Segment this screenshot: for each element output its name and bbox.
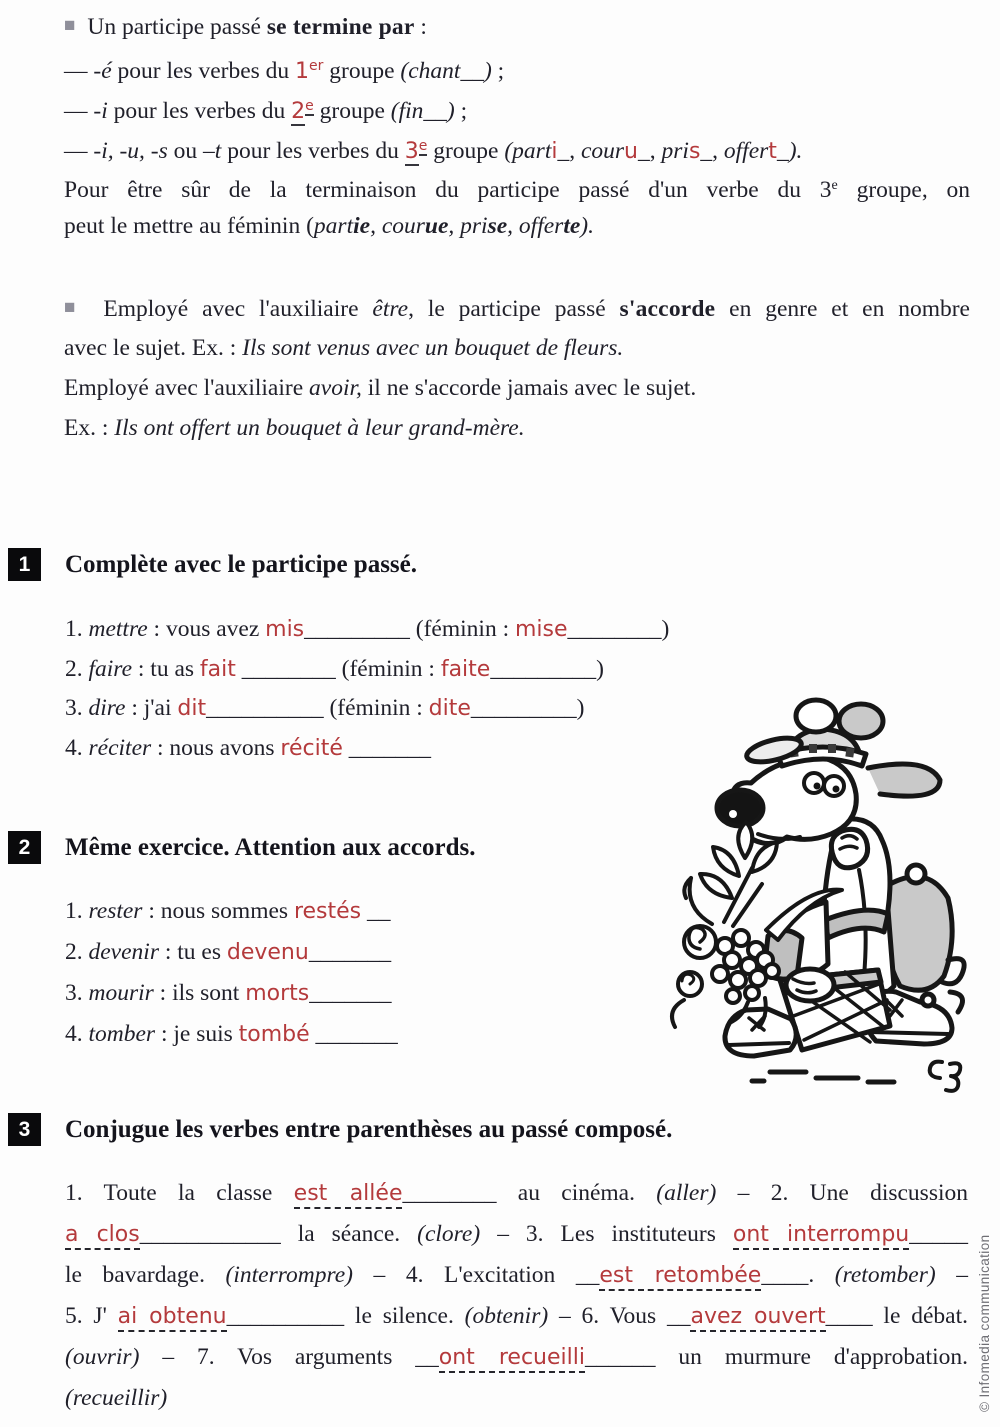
text-segment: en genre et en nombre: [715, 296, 970, 322]
text-line: [65, 1214, 968, 1255]
text-segment: se termine par: [266, 14, 415, 40]
text-segment: : je suis: [155, 1021, 239, 1047]
text-segment: : tu es: [158, 939, 227, 965]
text-segment: Employé avec l'auxiliaire: [64, 375, 310, 401]
text-segment: : j'ai: [125, 695, 178, 721]
text-segment: groupe: [323, 58, 401, 84]
text-segment: ____.: [761, 1262, 835, 1288]
text-segment: au cinéma.: [496, 1180, 657, 1206]
text-segment: u: [624, 139, 638, 164]
text-segment: __________: [206, 695, 330, 721]
text-segment: _,: [557, 138, 581, 164]
text-line: [65, 973, 398, 1014]
text-segment: _______: [342, 734, 431, 761]
exercise-title: Conjugue les verbes entre parenthèses au passé composé.: [65, 1116, 673, 1143]
text-segment: 2.: [65, 939, 89, 965]
text-segment: pri: [460, 213, 488, 239]
text-segment: er: [309, 58, 324, 74]
text-segment: dite: [428, 696, 471, 721]
text-segment: ____________: [139, 1221, 281, 1247]
text-segment: rester: [88, 898, 143, 924]
text-segment: ;: [454, 98, 468, 124]
text-segment: a clos: [65, 1222, 140, 1250]
dog-ear-right: [839, 704, 883, 738]
exercise-items: [65, 891, 398, 1055]
text-segment: tombé: [238, 1022, 310, 1047]
text-line: [64, 126, 970, 166]
text-segment: __: [415, 1344, 439, 1370]
text-segment: ai obtenu: [118, 1304, 227, 1332]
exercise-number-badge: 2: [8, 831, 41, 864]
text-segment: ,: [448, 213, 461, 239]
text-segment: _______: [309, 980, 392, 1006]
text-segment: – 4. L'excitation: [353, 1262, 576, 1288]
exercise-number-badge: 1: [8, 548, 41, 581]
text-segment: Ils sont venus avec un bouquet de fleurs.: [242, 335, 624, 361]
text-segment: 1. Toute la classe: [65, 1180, 294, 1206]
text-segment: Pour être sûr de la terminaison du participe passé d'un verbe du 3: [64, 177, 832, 203]
text-segment: Employé avec l'auxiliaire: [89, 296, 373, 322]
text-segment: __________: [226, 1303, 345, 1329]
text-segment: ________): [567, 616, 670, 642]
text-line: [64, 166, 970, 206]
text-segment: __: [460, 58, 484, 84]
exercise-title: Complète avec le participe passé.: [65, 551, 418, 578]
text-line: [65, 689, 669, 729]
text-segment: (féminin :: [329, 695, 429, 721]
text-segment: —: [64, 58, 94, 84]
text-segment: 2.: [65, 655, 89, 682]
text-segment: –t: [203, 138, 222, 164]
text-segment: _________: [304, 616, 416, 642]
text-segment: _______: [308, 939, 392, 965]
text-segment: __: [423, 98, 447, 124]
text-segment: Un participe passé: [81, 14, 267, 40]
ground-lines: [752, 1072, 894, 1082]
text-segment: -i: [93, 98, 108, 124]
text-segment: cour: [580, 138, 625, 164]
text-segment: ____: [825, 1303, 873, 1329]
text-line: [65, 610, 669, 650]
text-segment: te: [563, 213, 581, 239]
text-segment: – 3. Les instituteurs: [480, 1221, 733, 1247]
text-line: [65, 932, 398, 973]
text-segment: mis: [265, 617, 305, 642]
text-segment: avec le sujet. Ex. :: [64, 335, 243, 361]
text-segment: pour les verbes du: [107, 98, 292, 124]
text-segment: 1: [295, 59, 310, 84]
text-segment: dit: [177, 696, 207, 721]
text-segment: mettre: [88, 616, 148, 642]
text-segment: la séance.: [280, 1221, 418, 1247]
rule-paragraph-agreement: [64, 288, 970, 448]
text-segment: t: [768, 139, 777, 164]
text-segment: _,: [638, 138, 662, 164]
text-segment: _______: [309, 1021, 398, 1047]
text-segment: : tu as: [132, 655, 200, 682]
text-segment: 2: [291, 99, 306, 124]
text-segment: (recueillir): [65, 1385, 168, 1411]
text-segment: offer: [723, 138, 769, 164]
text-segment: – 6. Vous: [548, 1303, 667, 1329]
text-segment: ■: [64, 297, 84, 318]
text-segment: groupe: [427, 138, 505, 164]
text-segment: (obtenir): [464, 1303, 549, 1329]
text-line: [65, 1255, 968, 1296]
text-segment: 4.: [65, 734, 89, 761]
text-segment: (retomber): [834, 1262, 936, 1288]
text-segment: mise: [514, 617, 568, 642]
text-line: [65, 729, 669, 769]
text-segment: se: [487, 213, 508, 239]
text-segment: (fin: [390, 98, 424, 124]
text-line: [65, 891, 398, 932]
text-segment: (aller): [656, 1180, 717, 1206]
exercise-number-badge: 3: [8, 1113, 41, 1146]
text-segment: part: [313, 213, 354, 239]
text-line: [65, 1014, 398, 1055]
text-segment: dire: [88, 695, 126, 721]
text-segment: faite: [440, 656, 491, 682]
text-segment: être: [372, 296, 409, 322]
text-segment: est retombée: [599, 1263, 761, 1291]
text-segment: s'accorde: [619, 296, 716, 322]
text-line: [64, 328, 970, 368]
text-segment: ).: [788, 138, 803, 164]
dog-hand-bouquet: [786, 969, 834, 1001]
text-segment: , le participe passé: [408, 296, 620, 322]
text-segment: groupe, on: [837, 177, 970, 203]
text-line: [64, 86, 970, 126]
text-segment: cour: [381, 213, 425, 239]
text-segment: le bavardage.: [65, 1262, 226, 1288]
text-segment: – 7. Vos arguments: [139, 1344, 416, 1370]
dog-hand-chin: [831, 829, 867, 868]
text-segment: :: [414, 14, 427, 40]
text-segment: -i, -u, -s: [93, 138, 168, 164]
text-segment: 3.: [65, 980, 89, 1006]
text-segment: ue: [424, 213, 449, 239]
dog-ear-left: [796, 700, 836, 732]
text-segment: (féminin :: [341, 655, 441, 682]
text-segment: ______: [584, 1344, 656, 1370]
text-segment: ou: [167, 138, 204, 164]
text-line: [64, 288, 970, 328]
text-segment: récité: [280, 735, 343, 761]
text-line: [64, 408, 970, 448]
text-segment: ont recueilli: [439, 1345, 585, 1373]
text-segment: (part: [504, 138, 552, 164]
text-segment: ont interrompu: [733, 1222, 909, 1250]
text-segment: _: [776, 138, 789, 164]
exercise-items: [65, 1173, 968, 1419]
dog-eyes: [804, 773, 844, 796]
text-segment: —: [64, 98, 94, 124]
exercise-title: Même exercice. Attention aux accords.: [65, 834, 476, 861]
text-segment: le débat.: [872, 1303, 968, 1329]
text-segment: ): [483, 58, 492, 84]
text-segment: ________: [235, 655, 342, 682]
text-segment: (ouvrir): [65, 1344, 140, 1370]
cartoon-dog-illustration: [628, 688, 1000, 1100]
text-segment: il ne s'accorde jamais avec le sujet.: [361, 375, 697, 401]
text-segment: ;: [491, 58, 505, 84]
text-segment: e: [831, 178, 838, 193]
text-segment: restés: [293, 899, 362, 924]
text-line: [64, 206, 970, 246]
text-segment: __: [361, 898, 391, 924]
text-segment: 3.: [65, 695, 89, 721]
text-segment: __: [575, 1262, 600, 1288]
text-segment: __: [666, 1303, 691, 1329]
exercise-items: [65, 610, 669, 768]
text-segment: mourir: [88, 980, 154, 1006]
text-segment: _,: [700, 138, 724, 164]
text-segment: -é: [93, 58, 112, 84]
text-segment: 1.: [65, 616, 89, 642]
text-segment: : nous sommes: [142, 898, 294, 924]
text-segment: devenu: [226, 940, 309, 965]
text-segment: _____: [909, 1221, 968, 1247]
text-segment: ■: [64, 15, 76, 36]
text-segment: ): [446, 98, 455, 124]
text-segment: –: [935, 1262, 969, 1288]
artist-signature: [930, 1062, 961, 1091]
text-segment: : nous avons: [151, 734, 281, 761]
text-line: [65, 1378, 968, 1419]
text-segment: (interrompre): [225, 1262, 353, 1288]
text-segment: _________): [490, 655, 604, 682]
text-line: [65, 1337, 968, 1378]
text-segment: fait: [199, 656, 236, 682]
text-segment: tomber: [88, 1021, 156, 1047]
text-segment: un murmure d'approbation.: [655, 1344, 968, 1370]
text-segment: ,: [507, 213, 519, 239]
text-segment: (féminin :: [415, 616, 515, 642]
text-line: [65, 650, 669, 690]
text-segment: : vous avez: [147, 616, 266, 642]
dog-ear-flap: [868, 764, 940, 796]
text-segment: groupe: [313, 98, 391, 124]
text-segment: avez ouvert: [690, 1304, 825, 1332]
text-line: [64, 6, 970, 46]
text-segment: réciter: [88, 734, 152, 761]
text-segment: ).: [580, 213, 594, 239]
text-segment: e: [418, 138, 428, 154]
text-segment: faire: [88, 655, 133, 682]
text-segment: est allée: [294, 1181, 403, 1209]
text-segment: _________): [470, 695, 585, 721]
text-segment: e: [305, 98, 314, 114]
text-segment: s: [688, 139, 701, 164]
text-line: [65, 1173, 968, 1214]
text-segment: devenir: [88, 939, 159, 965]
text-segment: ________: [402, 1180, 497, 1206]
text-segment: ,: [370, 213, 382, 239]
text-segment: ie: [353, 213, 371, 239]
dog-nose: [717, 790, 763, 826]
text-segment: morts: [245, 981, 310, 1006]
text-segment: (chant: [400, 58, 461, 84]
text-segment: 1.: [65, 898, 89, 924]
text-segment: Ils ont offert un bouquet à leur grand-mère.: [114, 415, 525, 441]
text-segment: 4.: [65, 1021, 89, 1047]
copyright-vertical-text: © Infomedia communication: [977, 1234, 992, 1412]
text-segment: offer: [518, 213, 564, 239]
text-segment: le silence.: [344, 1303, 465, 1329]
text-segment: —: [64, 138, 94, 164]
text-segment: avoir,: [309, 375, 362, 401]
rule-paragraph-endings: [64, 6, 970, 246]
text-segment: pri: [661, 138, 689, 164]
text-segment: : ils sont: [153, 980, 246, 1006]
text-segment: i: [551, 139, 558, 164]
text-segment: pour les verbes du: [111, 58, 296, 84]
text-segment: 3: [404, 139, 419, 164]
dog-left-shoe: [725, 1009, 796, 1056]
text-line: [64, 368, 970, 408]
text-segment: 5. J': [65, 1303, 118, 1329]
text-segment: – 2. Une discussion: [716, 1180, 968, 1206]
text-segment: Ex. :: [64, 415, 115, 441]
text-line: [64, 46, 970, 86]
text-segment: peut le mettre au féminin (: [64, 213, 314, 239]
text-segment: (clore): [417, 1221, 481, 1247]
text-line: [65, 1296, 968, 1337]
text-segment: pour les verbes du: [221, 138, 405, 164]
